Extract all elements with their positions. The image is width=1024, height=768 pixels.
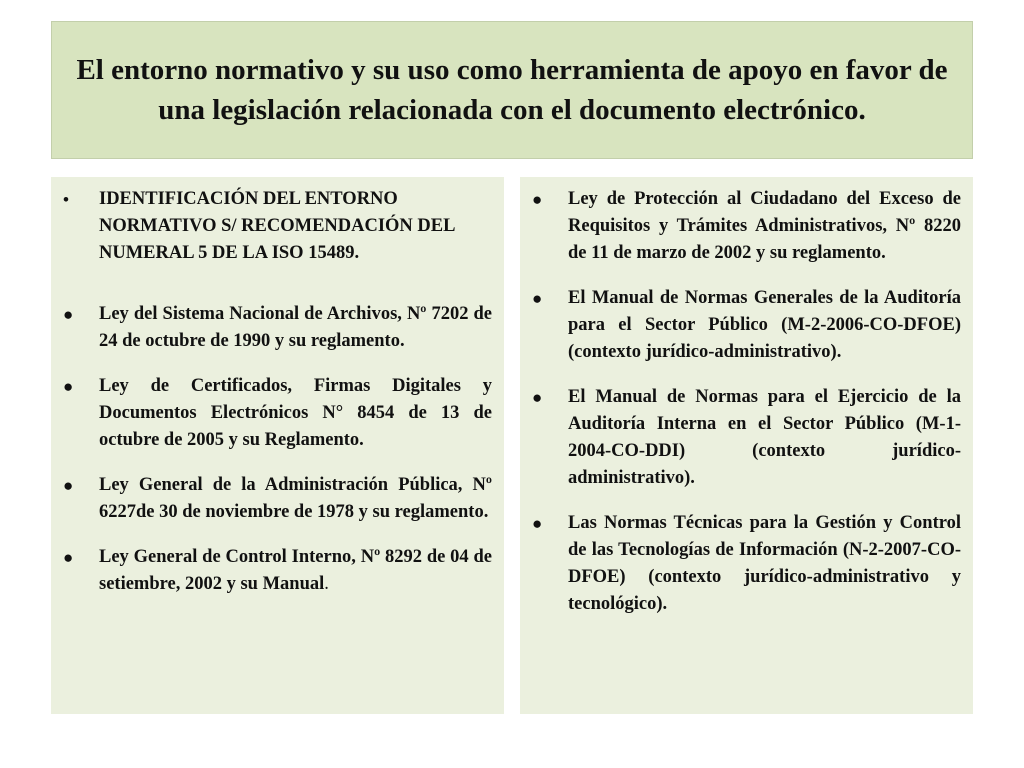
list-item-text: Ley General de la Administración Pública, Nº 6227de 30 de noviembre de 1978 y su reglamento. xyxy=(99,475,492,522)
bullet-disc-icon: ● xyxy=(63,377,74,396)
list-item-text: El Manual de Normas para el Ejercicio de la Auditoría Interna en el Sector Público (M-1-2004-CO-DDI) (contexto jurídico-administrativo). xyxy=(568,387,961,488)
list-item xyxy=(61,472,492,526)
bullet-disc-icon: ● xyxy=(532,514,543,533)
bullet-disc-icon: ● xyxy=(532,289,543,308)
list-item xyxy=(530,384,961,492)
list-item-main-text: Ley General de Control Interno, Nº 8292 de 04 de setiembre, 2002 y su Manual xyxy=(99,547,492,594)
list-item xyxy=(61,544,492,598)
bullet-disc-icon: ● xyxy=(63,305,74,324)
list-item xyxy=(530,510,961,618)
left-content-panel xyxy=(51,177,504,714)
list-item xyxy=(530,186,961,267)
list-item xyxy=(61,301,492,355)
bullet-dot-icon: • xyxy=(63,190,69,209)
list-item xyxy=(530,285,961,366)
list-item-text: Las Normas Técnicas para la Gestión y Control de las Tecnologías de Información (N-2-2007-CO-DFOE) (contexto jurídico-administrativo y tecnológico). xyxy=(568,513,961,614)
list-item xyxy=(61,373,492,454)
list-item-text xyxy=(99,544,492,598)
list-item-text: Ley de Protección al Ciudadano del Exceso de Requisitos y Trámites Administrativos, Nº 8220 de 11 de marzo de 2002 y su reglamento. xyxy=(568,189,961,263)
list-item xyxy=(61,186,492,267)
list-item-text: IDENTIFICACIÓN DEL ENTORNO NORMATIVO S/ RECOMENDACIÓN DEL NUMERAL 5 DE LA ISO 15489. xyxy=(99,189,455,263)
bullet-disc-icon: ● xyxy=(63,476,74,495)
list-item-text: Ley del Sistema Nacional de Archivos, Nº 7202 de 24 de octubre de 1990 y su reglamento. xyxy=(99,304,492,351)
list-item-text: El Manual de Normas Generales de la Auditoría para el Sector Público (M-2-2006-CO-DFOE) (contexto jurídico-administrativo). xyxy=(568,288,961,362)
bullet-disc-icon: ● xyxy=(63,548,74,567)
title-banner xyxy=(51,21,973,159)
bullet-disc-icon: ● xyxy=(532,190,543,209)
bullet-disc-icon: ● xyxy=(532,388,543,407)
list-item-period: . xyxy=(324,574,329,594)
right-content-panel xyxy=(520,177,973,714)
slide-title: El entorno normativo y su uso como herramienta de apoyo en favor de una legislación relacionada con el documento electrónico. xyxy=(76,54,948,126)
list-item-text: Ley de Certificados, Firmas Digitales y Documentos Electrónicos N° 8454 de 13 de octubre de 2005 y su Reglamento. xyxy=(99,376,492,450)
